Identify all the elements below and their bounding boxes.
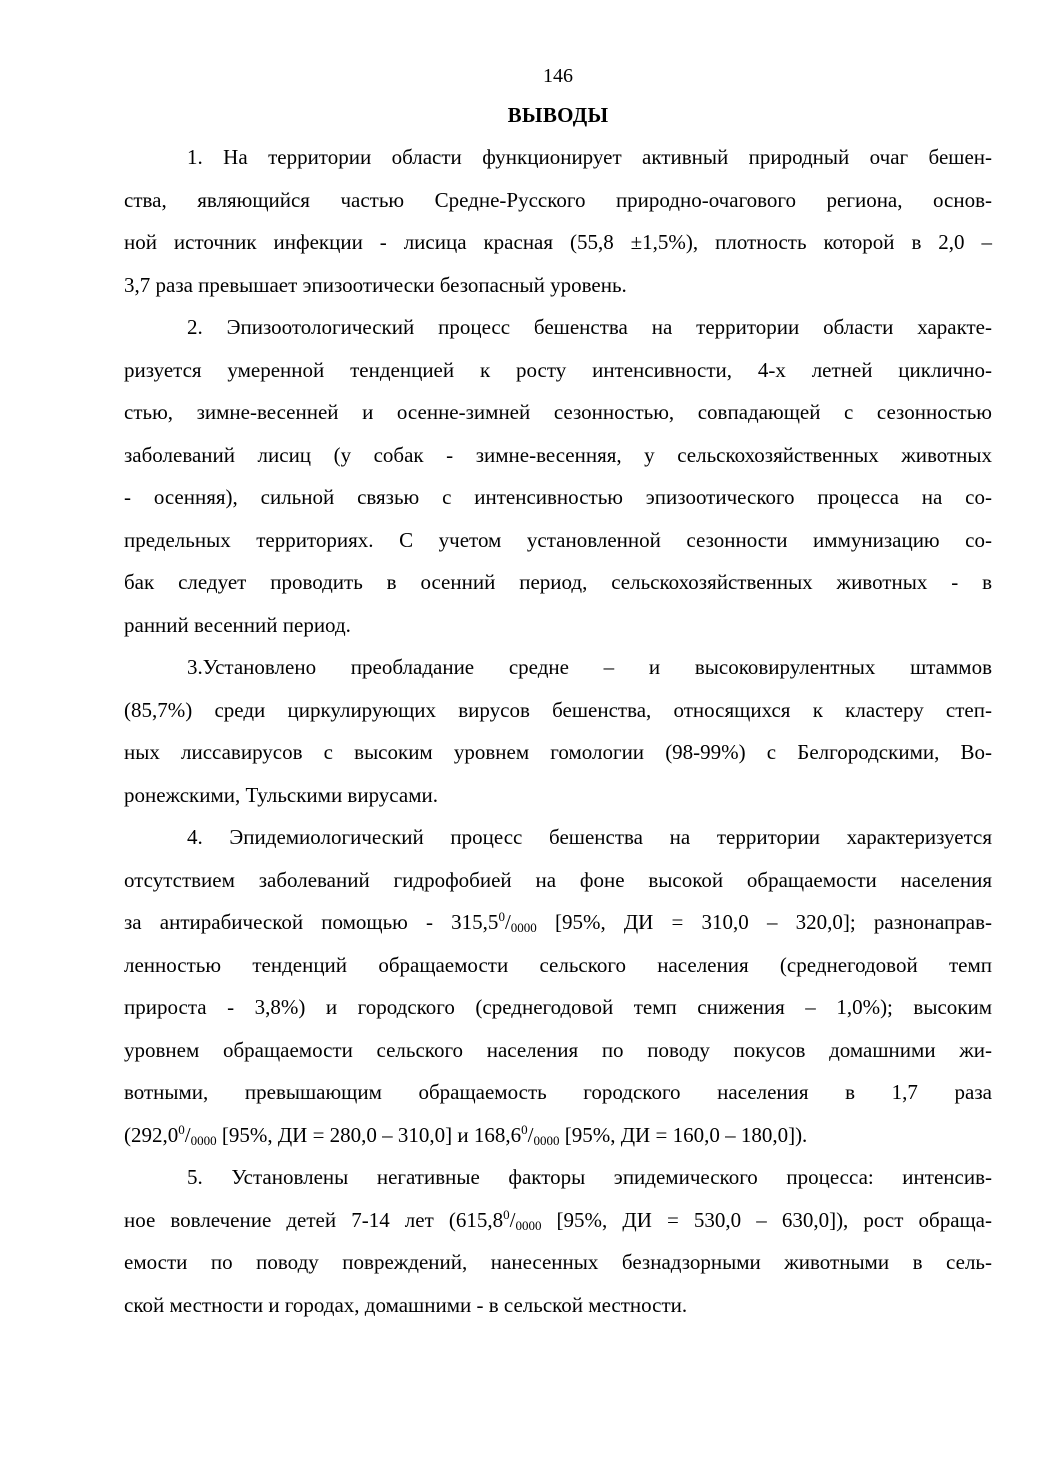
text-line [124, 1199, 992, 1242]
text-line [124, 901, 992, 944]
superscript: 0 [178, 1121, 185, 1137]
conclusion-paragraph-4 [124, 816, 992, 1156]
slash: / [509, 1207, 516, 1232]
slash: / [504, 910, 511, 934]
text-line: ронежскими, Тульскими вирусами. [124, 782, 438, 807]
text-line: 2. Эпизоотологический процесс бешенства на территории области характе- [187, 315, 992, 339]
text-line: 5. Установлены негативные факторы эпидемического процесса: интенсив- [187, 1165, 992, 1189]
text-line: бак следует проводить в осенний период, сельскохозяйственных животных - в [124, 570, 992, 594]
subscript: 0000 [515, 1217, 542, 1233]
conclusion-paragraph-3 [124, 646, 992, 816]
text-line: ной источник инфекции - лисица красная (55,8 ±1,5%), плотность которой в 2,0 – [124, 230, 992, 254]
text-fragment: (292,0 [124, 1122, 179, 1147]
text-line: 1. На территории области функционирует активный природный очаг бешен- [187, 145, 992, 169]
text-line: ства, являющийся частью Средне-Русского природно-очагового региона, основ- [124, 187, 992, 212]
text-line: - осенняя), сильной связью с интенсивностью эпизоотического процесса на со- [124, 485, 992, 509]
text-fragment: [95%, ДИ = 530,0 – 630,0]), рост обраща- [541, 1207, 993, 1232]
text-line: ризуется умеренной тенденцией к росту интенсивности, 4-х летней циклично- [124, 357, 992, 382]
superscript: 0 [503, 1206, 510, 1222]
conclusion-paragraph-1 [124, 136, 992, 306]
text-line: ных лиссавирусов с высоким уровнем гомологии (98-99%) с Белгородскими, Во- [124, 740, 992, 764]
text-fragment: [95%, ДИ = 160,0 – 180,0]). [559, 1122, 808, 1147]
text-fragment: за антирабической помощью - 315,5 [124, 910, 499, 934]
section-title: ВЫВОДЫ [507, 103, 609, 127]
text-line: емости по поводу повреждений, нанесенных безнадзорными животными в сель- [124, 1250, 992, 1274]
superscript: 0 [498, 909, 505, 924]
conclusions-body [124, 136, 992, 1326]
conclusion-paragraph-5 [124, 1156, 992, 1326]
text-line: заболеваний лисиц (у собак - зимне-весенняя, у сельскохозяйственных животных [124, 442, 992, 467]
text-line: прироста - 3,8%) и городского (среднегодовой темп снижения – 1,0%); высоким [124, 995, 992, 1019]
text-line: ранний весенний период. [124, 612, 351, 637]
superscript: 0 [521, 1121, 528, 1137]
text-line: ской местности и городах, домашними - в сельской местности. [124, 1292, 688, 1317]
text-line: вотными, превышающим обращаемость городского населения в 1,7 раза [124, 1080, 992, 1104]
text-fragment: [95%, ДИ = 280,0 – 310,0] и 168,6 [216, 1122, 522, 1147]
page-number: 146 [543, 65, 573, 87]
subscript: 0000 [190, 1132, 217, 1148]
text-line: предельных территориях. С учетом установленной сезонности иммунизацию со- [124, 527, 992, 552]
text-fragment: [95%, ДИ = 310,0 – 320,0]; разнонаправ- [536, 910, 992, 934]
subscript: 0000 [533, 1132, 560, 1148]
slash: / [527, 1122, 534, 1147]
text-line: 3.Установлено преобладание средне – и высоковирулентных штаммов [187, 655, 992, 679]
text-line: 3,7 раза превышает эпизоотически безопасный уровень. [124, 272, 627, 297]
text-line: стью, зимне-весенней и осенне-зимней сезонностью, совпадающей с сезонностью [124, 400, 992, 424]
text-line: ленностью тенденций обращаемости сельского населения (среднегодовой темп [124, 952, 992, 977]
text-line: 4. Эпидемиологический процесс бешенства на территории характеризуется [187, 825, 992, 849]
subscript: 0000 [510, 920, 537, 935]
text-fragment: ное вовлечение детей 7-14 лет (615,8 [124, 1207, 504, 1232]
text-line [124, 1114, 992, 1157]
text-line: (85,7%) среди циркулирующих вирусов бешенства, относящихся к кластеру степ- [124, 697, 992, 722]
text-line: отсутствием заболеваний гидрофобией на фоне высокой обращаемости населения [124, 867, 992, 892]
slash: / [184, 1122, 191, 1147]
conclusion-paragraph-2 [124, 306, 992, 646]
text-line: уровнем обращаемости сельского населения по поводу покусов домашними жи- [124, 1037, 992, 1062]
